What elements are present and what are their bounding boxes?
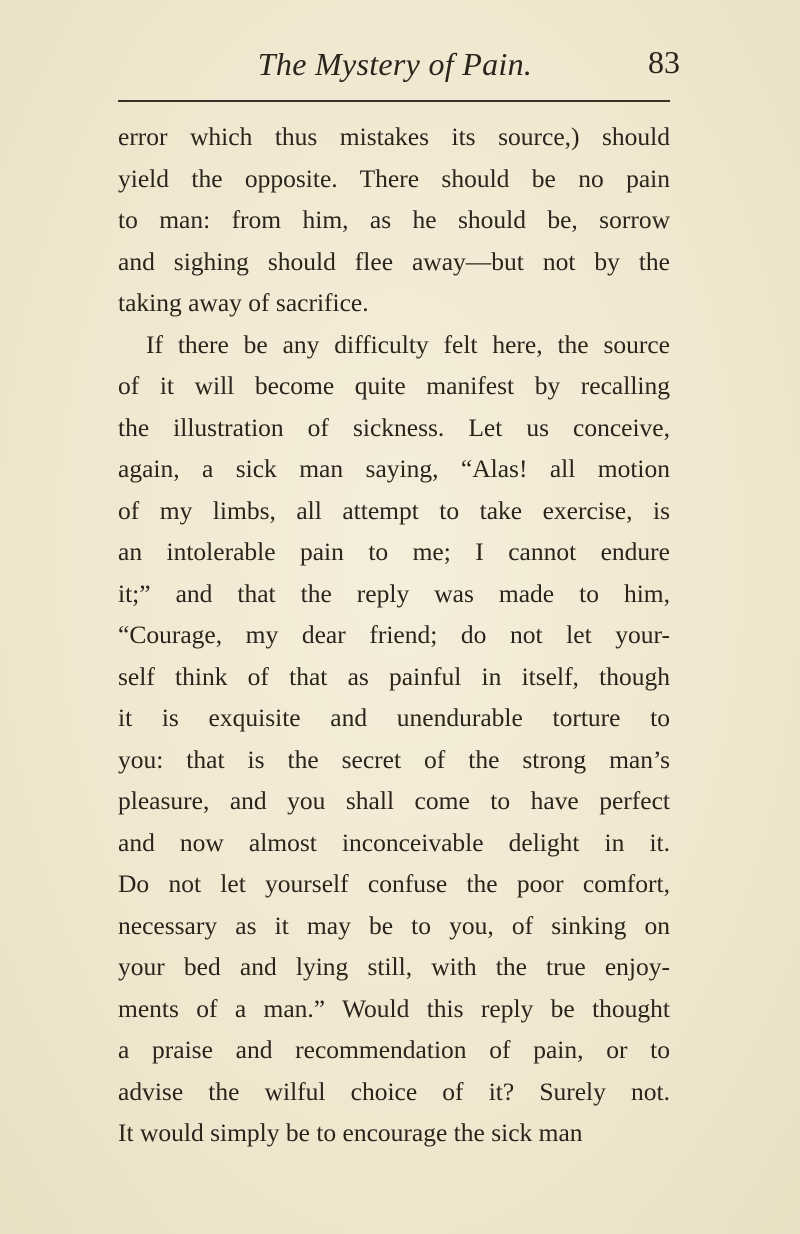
text-line: pleasure, and you shall come to have perfect <box>118 786 670 815</box>
text-line: an intolerable pain to me; I cannot endure <box>118 537 670 566</box>
text-line: yield the opposite. There should be no pain <box>118 163 670 193</box>
text-line: again, a sick man saying, “Alas! all motion <box>118 454 670 483</box>
page-number: 83 <box>648 44 680 80</box>
text-line: Do not let yourself confuse the poor comfort, <box>118 869 670 898</box>
text-line: taking away of sacrifice. <box>118 288 369 317</box>
text-line: It would simply be to encourage the sick man <box>118 1118 583 1147</box>
text-line: and now almost inconceivable delight in it. <box>118 827 670 857</box>
body-text <box>118 116 670 1154</box>
text-line: it;” and that the reply was made to him, <box>118 578 670 608</box>
text-line: necessary as it may be to you, of sinking on <box>118 910 670 940</box>
running-head <box>110 42 680 92</box>
text-line: a praise and recommendation of pain, or to <box>118 1035 670 1064</box>
text-line: “Courage, my dear friend; do not let your- <box>118 620 670 649</box>
text-line: it is exquisite and unendurable torture to <box>118 703 670 732</box>
header-rule <box>118 100 670 102</box>
text-line: you: that is the secret of the strong man’s <box>118 744 670 774</box>
paragraph-first-line: If there be any difficulty felt here, the source <box>146 329 670 359</box>
text-line: and sighing should flee away—but not by the <box>118 246 670 276</box>
text-line: self think of that as painful in itself, though <box>118 661 670 691</box>
text-line: advise the wilful choice of it? Surely not. <box>118 1076 670 1106</box>
text-line: of it will become quite manifest by recalling <box>118 371 670 400</box>
text-line: of my limbs, all attempt to take exercise, is <box>118 495 670 525</box>
text-line: ments of a man.” Would this reply be thought <box>118 993 670 1023</box>
text-line: your bed and lying still, with the true enjoy- <box>118 952 670 981</box>
running-title: The Mystery of Pain. <box>257 46 533 82</box>
text-line: the illustration of sickness. Let us conceive, <box>118 412 670 442</box>
text-line: error which thus mistakes its source,) should <box>118 122 670 151</box>
text-line: to man: from him, as he should be, sorrow <box>118 205 670 234</box>
